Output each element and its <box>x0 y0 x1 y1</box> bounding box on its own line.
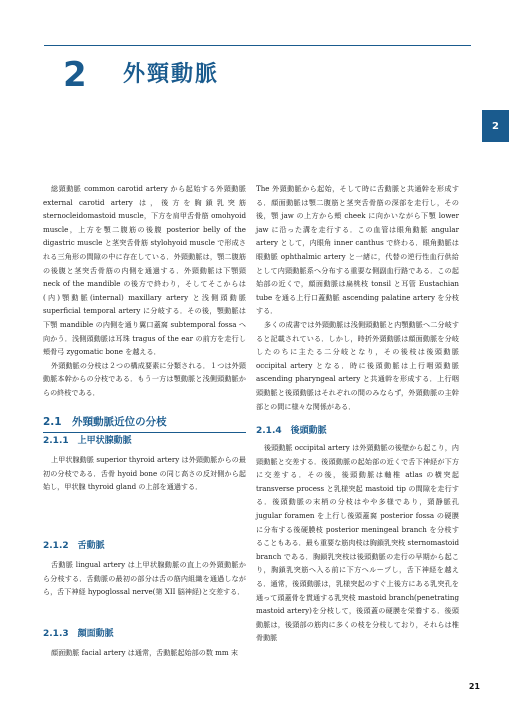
subsection-heading: 2.1.4 後頭動脈 <box>256 426 327 436</box>
body-paragraph: 顔面動脈 facial artery は通常，舌動脈起始部の数 mm 末 <box>51 648 238 657</box>
section-2-1-2 <box>43 540 246 599</box>
body-paragraph: 上甲状腺動脈 superior thyroid artery は外頸動脈からの最初の分枝である．舌骨 hyoid bone の同じ高さの反対側から起始し，甲状腺 thyroid gland の上部を通過する． <box>43 455 246 492</box>
section-rule <box>43 432 246 433</box>
subsection-heading: 2.1.2 舌動脈 <box>43 541 105 551</box>
section-2-1-4 <box>256 425 459 645</box>
body-paragraph: 総頸動脈 common carotid artery から起始する外頸動脈 external carotid artery は，後方を胸鎖乳突筋 sternocleidomastoid muscle，下方を肩甲舌骨筋 omohyoid muscle，上方を顎二腹筋の後腹 posterior belly of the digastric muscle と茎突舌骨筋 stylohyoid muscle で形成される三角形の間隙の中に存在している．外頸動脈は，顎二腹筋の後腹と茎突舌骨筋の内側を通過する．外頸動脈は下顎頸 neck of the mandible の後方で終わり，そしてそこからは(内)顎動脈(internal) maxillary artery と浅側頭動脈 superficial temporal artery に分岐する．その後，顎動脈は下顎 mandible の内側を通り翼口蓋窩 subtemporal fossa へ向かう．浅側頭動脈は耳珠 tragus of the ear の前方を走行し頬骨弓 zygomatic bone を越える． <box>43 184 246 357</box>
body-paragraph: 後頭動脈 occipital artery は外頸動脈の後壁から起こり，内頸動脈と交差する．後頭動脈の起始部の近くで舌下神経が下方に交差する．その後，後頭動脈は軸椎 atlas の横突起 transverse process と乳様突起 mastoid tip の間隙を走行する．後頭動脈の末梢の分枝はやや多様であり，頸静脈孔 jugular foramen を上行し後頭蓋窩 posterior fossa の硬膜に分布する後硬膜枝 posterior meningeal branch を分枝することもある．最も重要な筋肉枝は胸鎖乳突枝 sternomastoid branch である．胸鎖乳突枝は後頭動脈の走行の早期から起こり，胸鎖乳突筋へ入る前に下方へループし，舌下神経を越える．通常，後頭動脈は，乳様突起のすぐ上後方にある乳突孔を通って頭蓋骨を貫通する乳突枝 mastoid branch(penetrating mastoid artery)を分枝して，後頭蓋の硬膜を栄養する．後頭動脈は，後頸部の筋肉に多くの枝を分枝しており，それらは椎骨動脈 <box>256 443 459 643</box>
section-heading: 2.1 外頸動脈近位の分枝 <box>43 416 167 428</box>
body-paragraph: 多くの成書では外頸動脈は浅側頭動脈と内顎動脈へ二分岐すると記載されている．しかし，時折外頸動脈は顔面動脈を分岐したのちに主たる二分岐となり，その後枝は後頭動脈 occipital artery となる．時に後頭動脈は上行咽頭動脈 ascending pharyngeal artery と共通幹を形成する．上行咽頭動脈と後頭動脈はそれぞれの間のみならず，外頸動脈の主幹部との間に様々な関係がある． <box>256 319 459 411</box>
page-number: 21 <box>468 682 480 691</box>
header-rule <box>44 45 471 46</box>
body-paragraph: 外頸動脈の分枝は２つの構成要素に分類される．１つは外頸動脈本幹からの分枝である．もう一方は顎動脈と浅側頭動脈からの終枝である． <box>43 360 246 397</box>
subsection-heading: 2.1.1 上甲状腺動脈 <box>43 436 132 446</box>
chapter-side-tab[interactable]: 2 <box>482 110 509 142</box>
intro-left-column <box>43 182 246 400</box>
body-paragraph: 舌動脈 lingual artery は上甲状腺動脈の直上の外頸動脈から分枝する．舌動脈の最初の部分は舌の筋内組織を通過しながら，舌下神経 hypoglossal nerve(第 XII 脳神経)と交差する． <box>43 560 246 597</box>
chapter-title: 外頸動脈 <box>123 62 220 87</box>
body-paragraph: The 外頸動脈から起始，そして時に舌動脈と共通幹を形成する．顔面動脈は顎二腹筋と茎突舌骨筋の深部を走行し，その後，顎 jaw の上方から頬 cheek に向かいながら下顎 lower jaw に沿った溝を走行する．この血管は眼角動脈 angular artery として，内眼角 inner canthus で終わる．眼角動脈は眼動脈 ophthalmic artery と一緒に，代替の逆行性血行供給として内頸動脈系へ分布する重要な側副血行路である．この起始部の近くで，顔面動脈は扁桃枝 tonsil と耳管 Eustachian tube を通る上行口蓋動脈 ascending palatine artery を分枝する． <box>256 184 459 316</box>
section-2-1-3 <box>43 628 246 660</box>
subsection-heading: 2.1.3 顔面動脈 <box>43 629 114 639</box>
intro-right-column <box>256 182 459 413</box>
section-2-1 <box>43 415 246 494</box>
chapter-number: 2 <box>63 55 87 95</box>
